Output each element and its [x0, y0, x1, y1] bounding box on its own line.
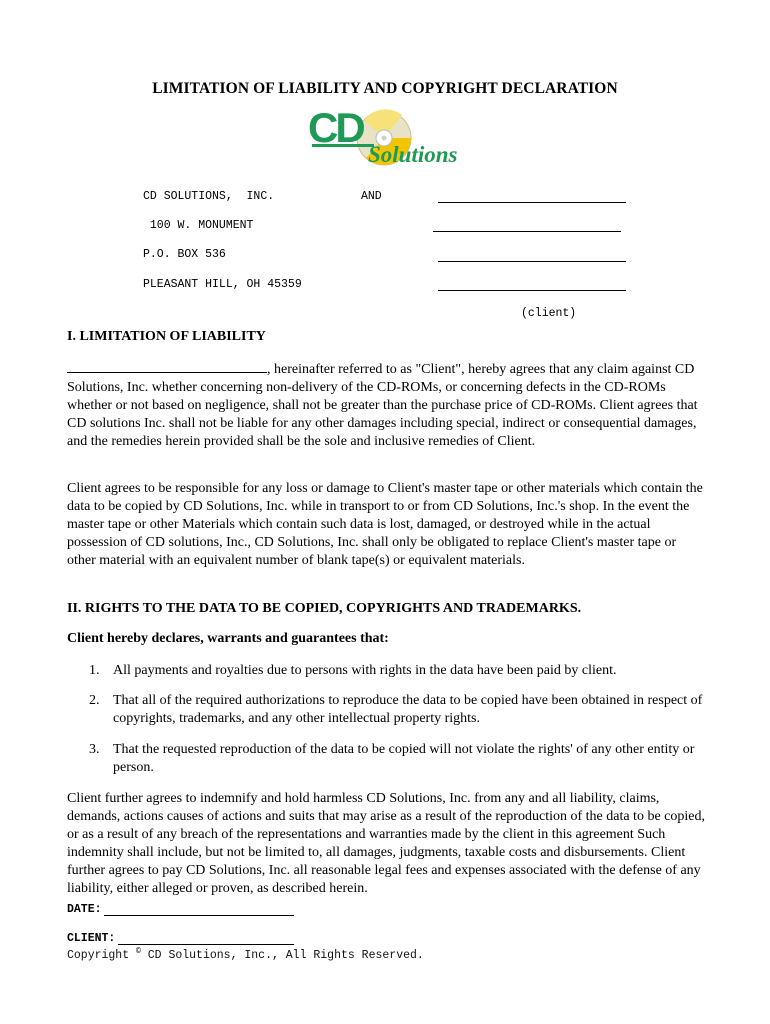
section-2-paragraph: Client further agrees to indemnify and hold harmless CD Solutions, Inc. from any and all liability, claims, demands, actions causes of actions and suits that may arise as a result of the reproduction of the data to be copied, or as a result of any breach of the representations and warranties made by the client in this agreement Such indemnity shall include, but not be limited to, all damages, judgments, taxable costs and disbursements. Client further agrees to pay CD Solutions, Inc. all reasonable legal fees and expenses associated with the defense of any liability, either alleged or proven, as described herein. [67, 791, 705, 896]
vendor-name: CD SOLUTIONS, INC. [143, 190, 275, 203]
client-signature-line [118, 944, 294, 945]
logo-solutions-text: Solutions [368, 142, 458, 167]
list-number: 3. [89, 742, 100, 757]
section-2-heading: II. RIGHTS TO THE DATA TO BE COPIED, COPYRIGHTS AND TRADEMARKS. [67, 601, 582, 616]
and-label: AND [361, 190, 382, 203]
cd-solutions-logo [306, 100, 462, 168]
list-text: All payments and royalties due to persons with rights in the data have been paid by client. [113, 663, 617, 678]
section-1-heading: I. LIMITATION OF LIABILITY [67, 329, 266, 344]
client-name-line [438, 202, 626, 203]
section-2-subheading: Client hereby declares, warrants and guarantees that: [67, 631, 389, 646]
copyright-footer: Copyright © CD Solutions, Inc., All Rights Reserved. [67, 947, 424, 962]
date-line [104, 915, 294, 916]
client-city-line [438, 290, 626, 291]
list-text: That the requested reproduction of the data to be copied will not violate the rights' of any other entity or person. [113, 742, 695, 775]
section-1-paragraph-1: , hereinafter referred to as "Client", hereby agrees that any claim against CD Solutions, Inc. whether concerning non-delivery of the CD-ROMs, or concerning defects in the CD-ROMs whether or not based on negligence, shall not be greater than the purchase price of CD-ROMs. Client agrees that CD solutions Inc. shall not be liable for any other damages including special, indirect or consequential damages, and the remedies herein provided shall be the sole and inclusive remedies of Client. [67, 362, 698, 449]
list-number: 1. [89, 663, 100, 678]
client-caption: (client) [521, 307, 577, 320]
vendor-street: 100 W. MONUMENT [149, 219, 254, 232]
copyright-symbol: © [136, 947, 141, 956]
client-name-blank [67, 360, 267, 373]
client-address-line [438, 261, 626, 262]
vendor-city: PLEASANT HILL, OH 45359 [143, 278, 302, 291]
list-text: That all of the required authorizations to reproduce the data to be copied have been obtained in respect of copyrights, trademarks, and any other intellectual property rights. [113, 693, 703, 726]
logo-cd-text: CD [308, 104, 363, 151]
client-signature-label: CLIENT: [67, 932, 116, 945]
vendor-pobox: P.O. BOX 536 [143, 248, 226, 261]
list-number: 2. [89, 693, 100, 708]
date-label: DATE: [67, 903, 102, 916]
client-street-line [433, 231, 621, 232]
section-1-paragraph-2: Client agrees to be responsible for any loss or damage to Client's master tape or other materials which contain the data to be copied by CD Solutions, Inc. while in transport to or from CD Solutions, Inc.'s shop. In the event the master tape or other Materials which contain such data is lost, damaged, or destroyed while in the actual possession of CD solutions, Inc., CD Solutions, Inc. shall only be obligated to replace Client's master tape or other material with an equivalent number of blank tape(s) or equivalent materials. [67, 481, 703, 568]
document-title: LIMITATION OF LIABILITY AND COPYRIGHT DECLARATION [152, 80, 618, 97]
